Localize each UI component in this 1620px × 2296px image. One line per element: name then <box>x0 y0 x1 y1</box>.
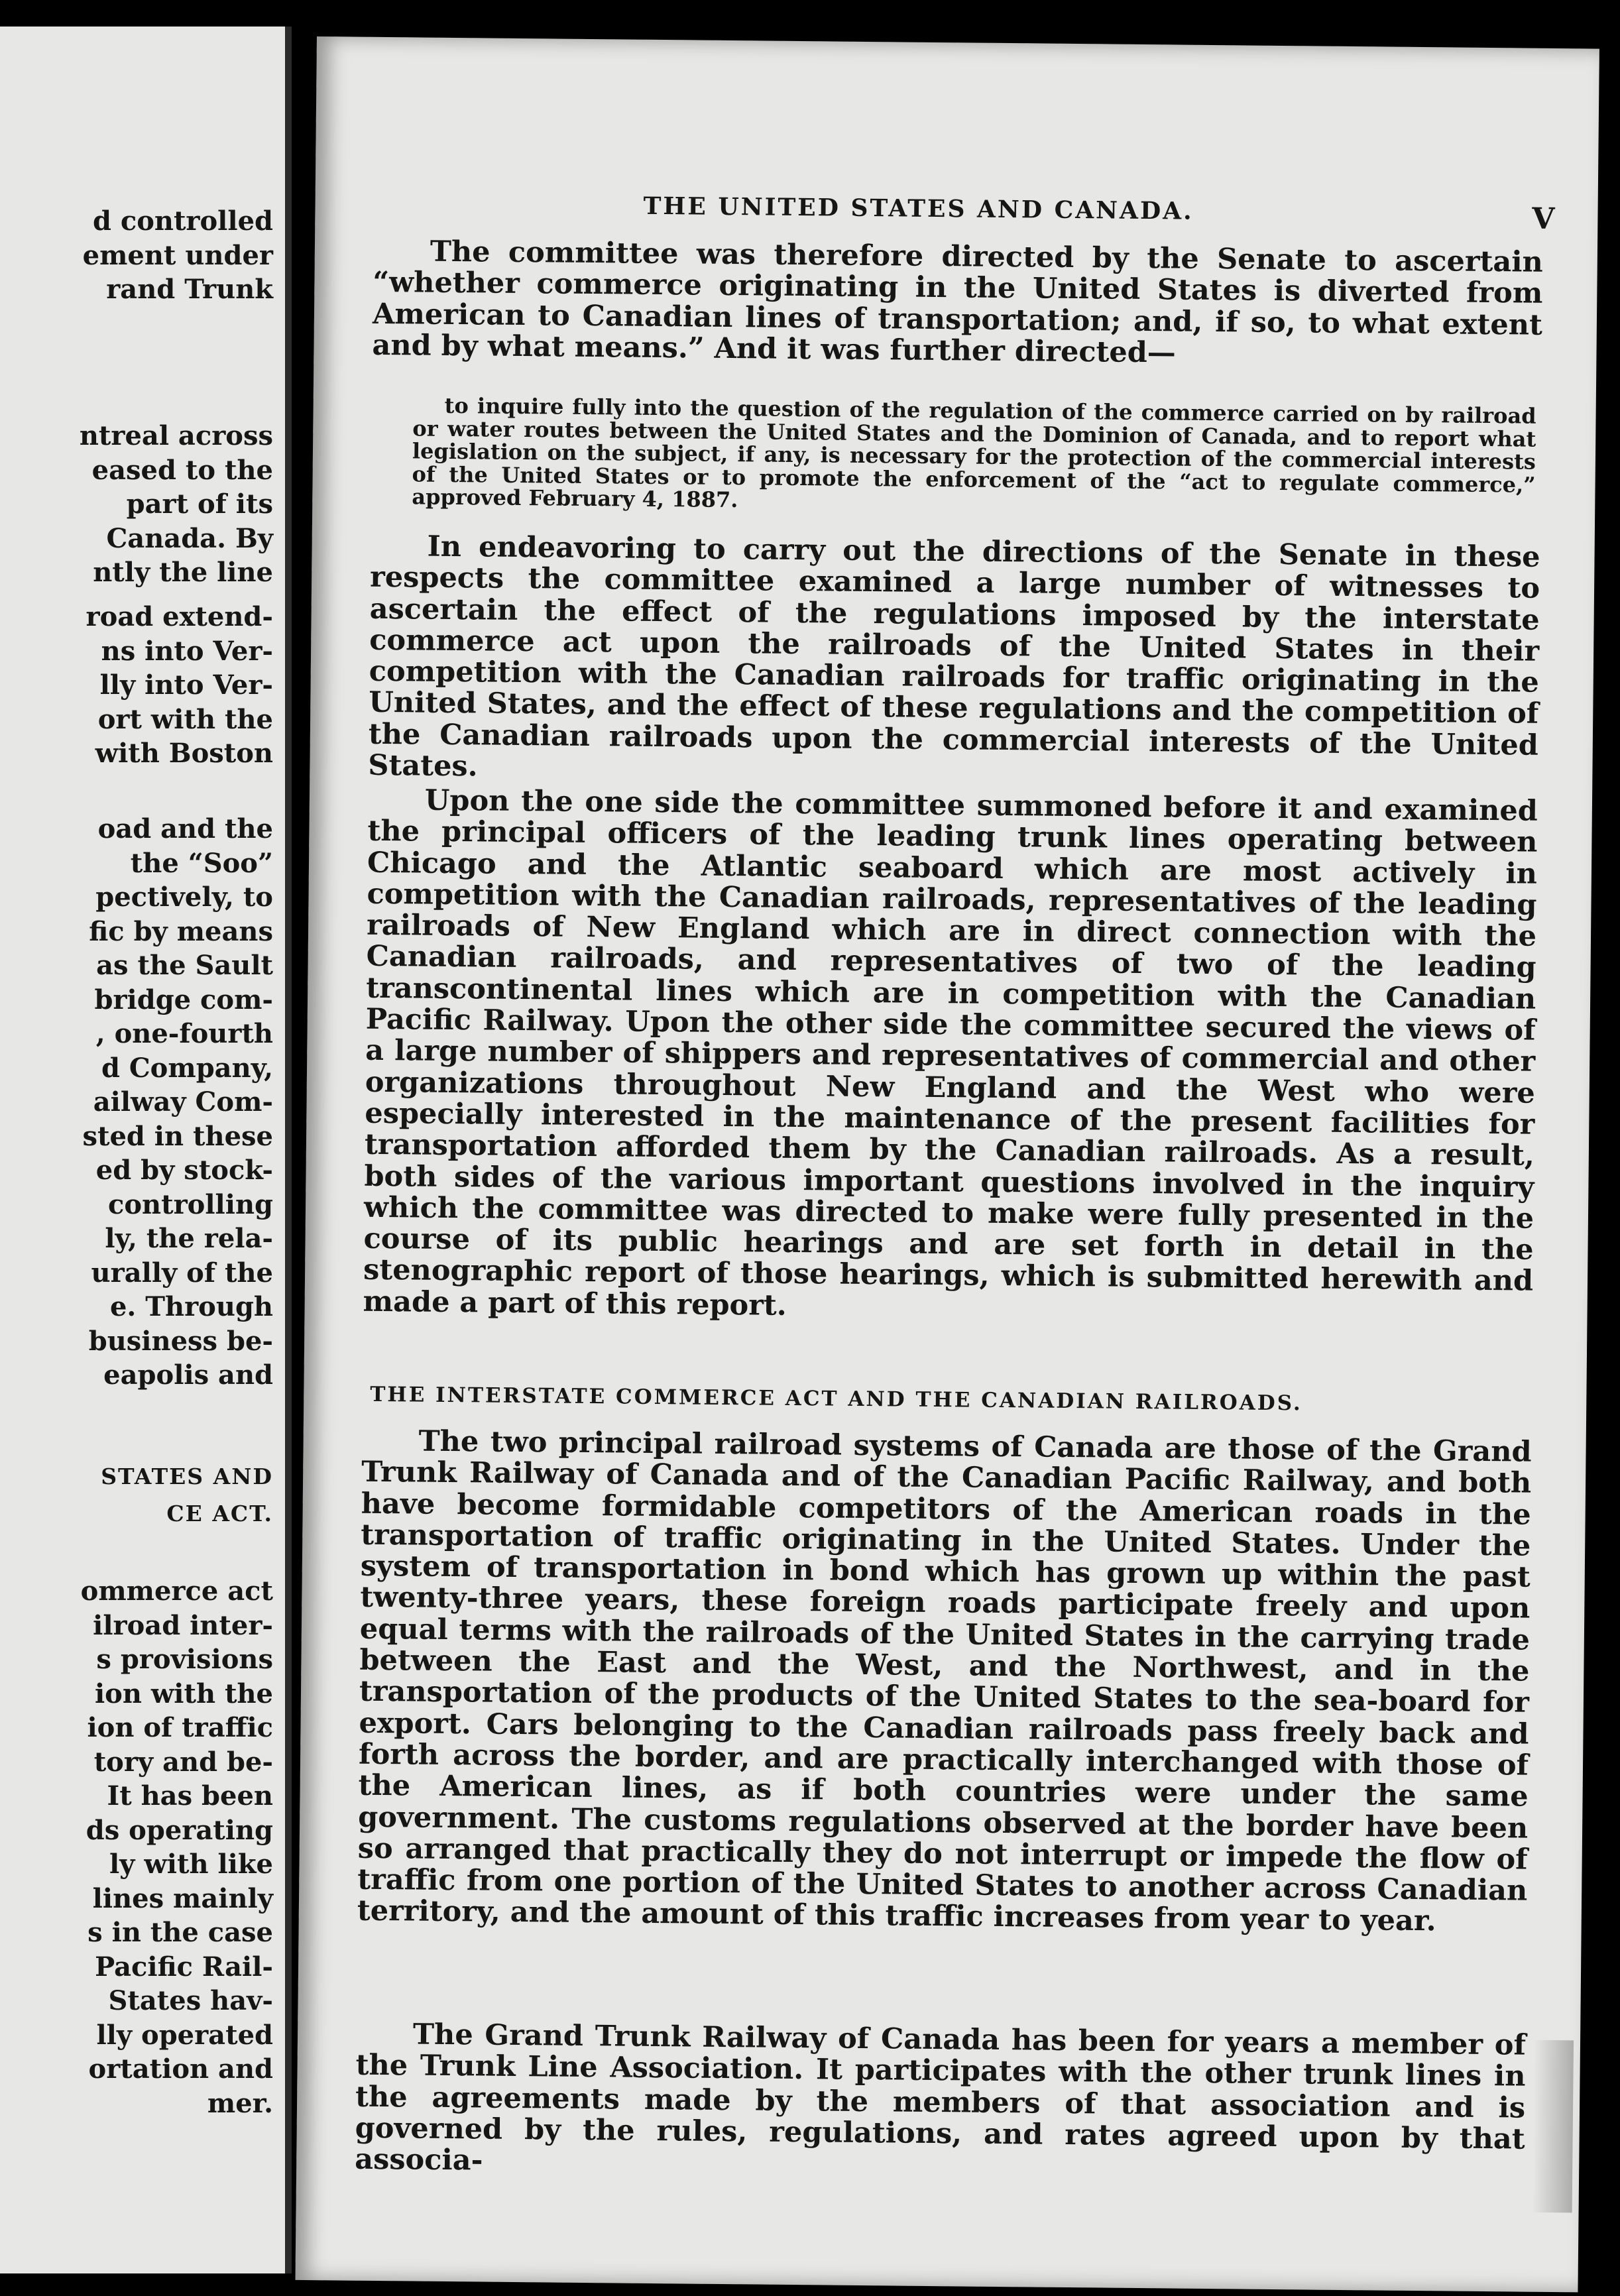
left-line: pectively, to <box>95 882 273 913</box>
left-text-group-2 <box>80 419 273 590</box>
left-line: ilroad inter- <box>93 1609 273 1641</box>
section-heading-text: THE INTERSTATE COMMERCE ACT AND THE CANADIAN RAILROADS. <box>370 1382 1302 1416</box>
left-line: urally of the <box>91 1257 273 1289</box>
left-line: tory and be- <box>93 1746 273 1778</box>
left-line: ommerce act <box>80 1576 273 1607</box>
paragraph-text: The committee was therefore directed by the Senate to ascertain “whether commerce originating in the United States is diverted from American to Canadian lines of transportation; and, if so, to what extent and by what means.” And it was further directed— <box>372 235 1544 370</box>
paragraph-text: Upon the one side the committee summoned before it and examined the principal officers of the leading trunk lines operating between Chicago and the Atlantic seaboard which are most actively in competition with the Canadian railroads, representatives of the leading railroads of New England which are in direct connection with the Canadian railroads, and representatives of two of the leading transcontinental lines which are in competition with the Canadian Pacific Railway. Upon the other side the committee secured the views of a large number of shippers and representatives of commercial and other organizations throughout New England and the West who were especially interested in the maintenance of the present facilities for transportation afforded them by the Canadian railroads. As a result, both sides of the various important questions involved in the inquiry which the committee was directed to make were fully presented in the course of its public hearings and are set forth in detail in the stenographic report of those hearings, which is submitted herewith and made a part of this report. <box>363 783 1538 1322</box>
left-line: d Company, <box>101 1052 273 1084</box>
page-edge-shadow <box>1533 2040 1574 2213</box>
page-number: V <box>1532 201 1555 236</box>
paragraph-investigation <box>368 531 1540 793</box>
left-line: ntreal across <box>79 420 273 451</box>
left-line: Canada. By <box>106 522 273 554</box>
left-line: s in the case <box>87 1917 273 1948</box>
left-line: d controlled <box>92 205 273 237</box>
left-line: controlling <box>108 1188 273 1220</box>
main-page <box>296 36 1599 2292</box>
left-text-group-5 <box>81 1574 273 2120</box>
left-line: ly, the rela- <box>105 1223 273 1254</box>
left-line: ort with the <box>97 703 273 735</box>
left-line: bridge com- <box>94 984 273 1015</box>
running-head: THE UNITED STATES AND CANADA. <box>643 192 1194 225</box>
paragraph-grand-trunk <box>355 2019 1526 2187</box>
left-line: ailway Com- <box>93 1086 273 1118</box>
left-line: as the Sault <box>96 950 273 981</box>
left-line: lines mainly <box>92 1882 273 1914</box>
left-line: business be- <box>88 1325 273 1357</box>
left-line: , one-fourth <box>95 1018 273 1049</box>
left-line: sted in these <box>82 1120 273 1152</box>
left-line: ed by stock- <box>95 1155 273 1186</box>
block-quote <box>412 394 1536 519</box>
left-line: ortation and <box>88 2053 273 2085</box>
paragraph-senate-directive <box>372 236 1543 373</box>
left-line: the “Soo” <box>130 847 273 879</box>
left-line: with Boston <box>95 738 273 769</box>
left-line: e. Through <box>109 1291 273 1322</box>
section-heading <box>370 1383 1532 1418</box>
left-page-text <box>0 27 292 2273</box>
left-line: fic by means <box>89 915 273 947</box>
left-line: part of its <box>126 488 273 520</box>
left-text-group-3 <box>86 600 273 771</box>
left-text-group-1 <box>83 204 273 307</box>
left-heading-line: CE ACT. <box>166 1501 273 1526</box>
paragraph-text: The two principal railroad systems of Canada are those of the Grand Trunk Railway of Canada and of the Canadian Pacific Railway, and both have become formidable competitors of the American roads in the transportation of traffic originating in the United States. Under the system of transportation in bond which has grown up within the past twenty-three years, these foreign roads participate freely and upon equal terms with the railroads of the United States in the carrying trade between the East and the West, and the Northwest, and in the transportation of the products of the United States to the sea-board for export. Cars belonging to the Canadian railroads pass freely back and forth across the border, and are practically interchanged with those of the American lines, as if both countries were under the same government. The customs regulations observed at the border have been so arranged that practically they do not interrupt or impede the flow of traffic from one portion of the United States to another across Canadian territory, and the amount of this traffic increases from year to year. <box>357 1424 1532 1938</box>
left-line: s provisions <box>96 1644 273 1675</box>
left-heading-line: STATES AND <box>101 1464 273 1489</box>
left-line: Pacific Rail- <box>95 1951 273 1982</box>
left-line: ly with like <box>109 1849 273 1880</box>
left-line: road extend- <box>86 601 273 632</box>
left-page-fragment <box>0 27 292 2273</box>
left-line: ds operating <box>86 1814 273 1846</box>
left-line: States hav- <box>108 1985 273 2016</box>
left-line: lly operated <box>96 2019 273 2051</box>
left-line: It has been <box>107 1780 273 1811</box>
left-line: ion with the <box>94 1678 273 1709</box>
left-line: eased to the <box>91 454 273 486</box>
quote-text: to inquire fully into the question of the regulation of the commerce carried on by railroad or water routes between the United States and the Dominion of Canada, and to report what legislation on the subject, if any, is necessary for the protection of the commercial interests of the United States or to promote the enforcement of the “act to regulate commerce,” approved February 4, 1887. <box>412 392 1536 513</box>
paragraph-text: In endeavoring to carry out the directions of the Senate in these respects the committee examined a large number of witnesses to ascertain the effect of the regulations imposed by the interstate commerce act upon the railroads of the United States in their competition with the Canadian railroads for traffic originating in the United States, and the effect of these regulations and the competition of the Canadian railroads upon the commercial interests of the United States. <box>368 530 1540 783</box>
left-line: ns into Ver- <box>101 635 273 667</box>
left-line: lly into Ver- <box>99 669 273 701</box>
left-line: ion of traffic <box>87 1712 273 1743</box>
left-line: mer. <box>207 2087 273 2119</box>
left-line: ntly the line <box>93 557 273 588</box>
paragraph-text: The Grand Trunk Railway of Canada has been for years a member of the Trunk Line Association. It participates with the other trunk lines in the agreements made by the members of that association and is governed by the rules, regulations, and rates agreed upon by that associa- <box>355 2018 1527 2177</box>
left-line: eapolis and <box>103 1359 273 1391</box>
left-section-heading <box>101 1458 273 1532</box>
left-line: oad and the <box>97 813 273 844</box>
paragraph-canadian-systems <box>357 1426 1532 1939</box>
left-line: ement under <box>82 239 273 271</box>
left-line: rand Trunk <box>106 274 273 305</box>
paragraph-witnesses <box>363 785 1538 1329</box>
left-text-group-4 <box>82 812 273 1393</box>
